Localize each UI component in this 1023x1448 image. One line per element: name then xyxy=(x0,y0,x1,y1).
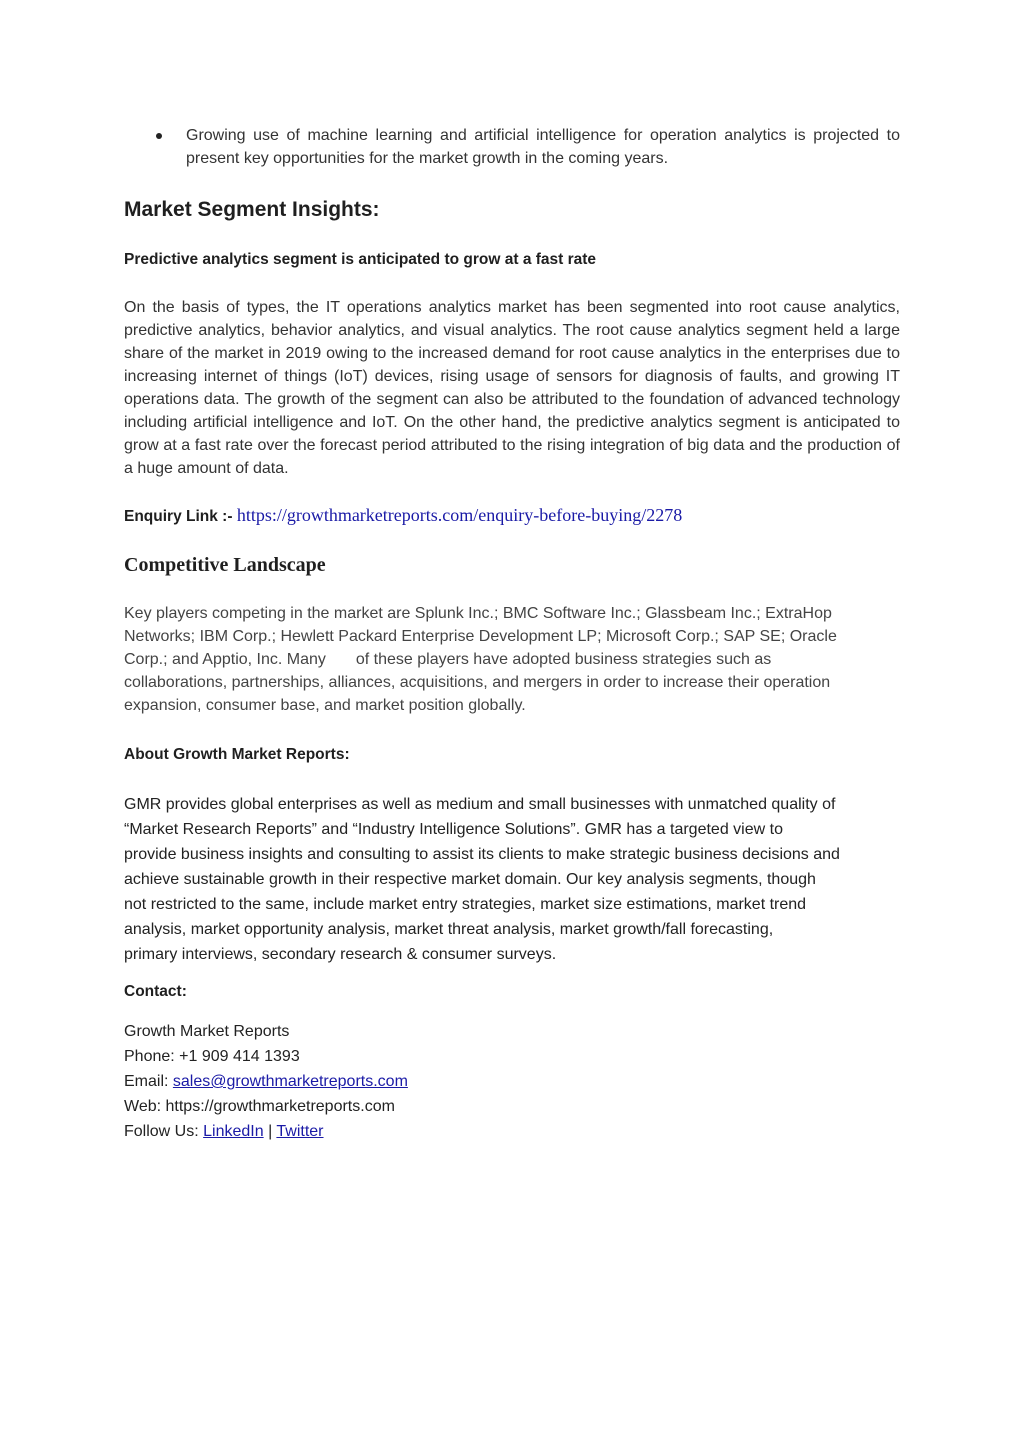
about-line: GMR provides global enterprises as well as medium and small businesses with unmatched quality of xyxy=(124,796,836,813)
about-line: analysis, market opportunity analysis, market threat analysis, market growth/fall forecasting, xyxy=(124,921,774,938)
predictive-analytics-subheading: Predictive analytics segment is anticipated to grow at a fast rate xyxy=(124,251,597,268)
bullet-item xyxy=(156,124,900,170)
about-line: provide business insights and consulting to assist its clients to make strategic business decisions and xyxy=(124,846,840,863)
contact-company: Growth Market Reports xyxy=(124,1023,290,1040)
follow-separator: | xyxy=(263,1123,277,1140)
about-line: not restricted to the same, include market entry strategies, market size estimations, market trend xyxy=(124,896,807,913)
competitive-line: Key players competing in the market are Splunk Inc.; BMC Software Inc.; Glassbeam Inc.; ExtraHop xyxy=(124,605,832,622)
bullet-dot-icon xyxy=(156,133,162,139)
bullet-text: Growing use of machine learning and artificial intelligence for operation analytics is projected to present key opportunities for the market growth in the coming years. xyxy=(186,127,900,167)
contact-block xyxy=(124,1019,900,1144)
enquiry-link[interactable]: https://growthmarketreports.com/enquiry-before-buying/2278 xyxy=(236,505,683,525)
contact-follow-line xyxy=(124,1119,900,1144)
twitter-link[interactable]: Twitter xyxy=(276,1123,324,1140)
contact-email-link[interactable]: sales@growthmarketreports.com xyxy=(172,1073,408,1090)
contact-heading: Contact: xyxy=(124,983,187,1000)
about-paragraph xyxy=(124,792,900,967)
linkedin-link[interactable]: LinkedIn xyxy=(203,1123,264,1140)
about-heading: About Growth Market Reports: xyxy=(124,746,350,763)
competitive-line: Networks; IBM Corp.; Hewlett Packard Enterprise Development LP; Microsoft Corp.; SAP SE; Oracle xyxy=(124,628,837,645)
contact-web: Web: https://growthmarketreports.com xyxy=(124,1098,395,1115)
about-line: “Market Research Reports” and “Industry Intelligence Solutions”. GMR has a targeted view to xyxy=(124,821,783,838)
contact-phone: Phone: +1 909 414 1393 xyxy=(124,1048,300,1065)
contact-email-label: Email: xyxy=(124,1073,173,1090)
enquiry-label: Enquiry Link :- xyxy=(124,508,233,525)
market-segment-heading: Market Segment Insights: xyxy=(124,198,380,221)
competitive-line: collaborations, partnerships, alliances, acquisitions, and mergers in order to increase their operation xyxy=(124,674,831,691)
about-line: primary interviews, secondary research & consumer surveys. xyxy=(124,946,557,963)
competitive-line: expansion, consumer base, and market position globally. xyxy=(124,697,526,714)
follow-label: Follow Us: xyxy=(124,1123,204,1140)
enquiry-line xyxy=(124,504,682,528)
competitive-landscape-heading: Competitive Landscape xyxy=(124,554,326,576)
competitive-line-part: Corp.; and Apptio, Inc. Many xyxy=(124,651,326,668)
contact-email-line xyxy=(124,1069,900,1094)
competitive-line-part: of these players have adopted business strategies such as xyxy=(355,651,772,668)
competitive-line xyxy=(124,648,900,671)
market-segment-paragraph: On the basis of types, the IT operations analytics market has been segmented into root cause analytics, predictive analytics, behavior analytics, and visual analytics. The root cause analytics segment held a large share of the market in 2019 owing to the increased demand for root cause analytics in the enterprises due to increasing internet of things (IoT) devices, rising usage of sensors for diagnosis of faults, and growing IT operations data. The growth of the segment can also be attributed to the foundation of advanced technology including artificial intelligence and IoT. On the other hand, the predictive analytics segment is anticipated to grow at a fast rate over the forecast period attributed to the rising integration of big data and the production of a huge amount of data. xyxy=(124,299,900,477)
about-line: achieve sustainable growth in their respective market domain. Our key analysis segments, though xyxy=(124,871,816,888)
competitive-landscape-paragraph xyxy=(124,602,900,717)
